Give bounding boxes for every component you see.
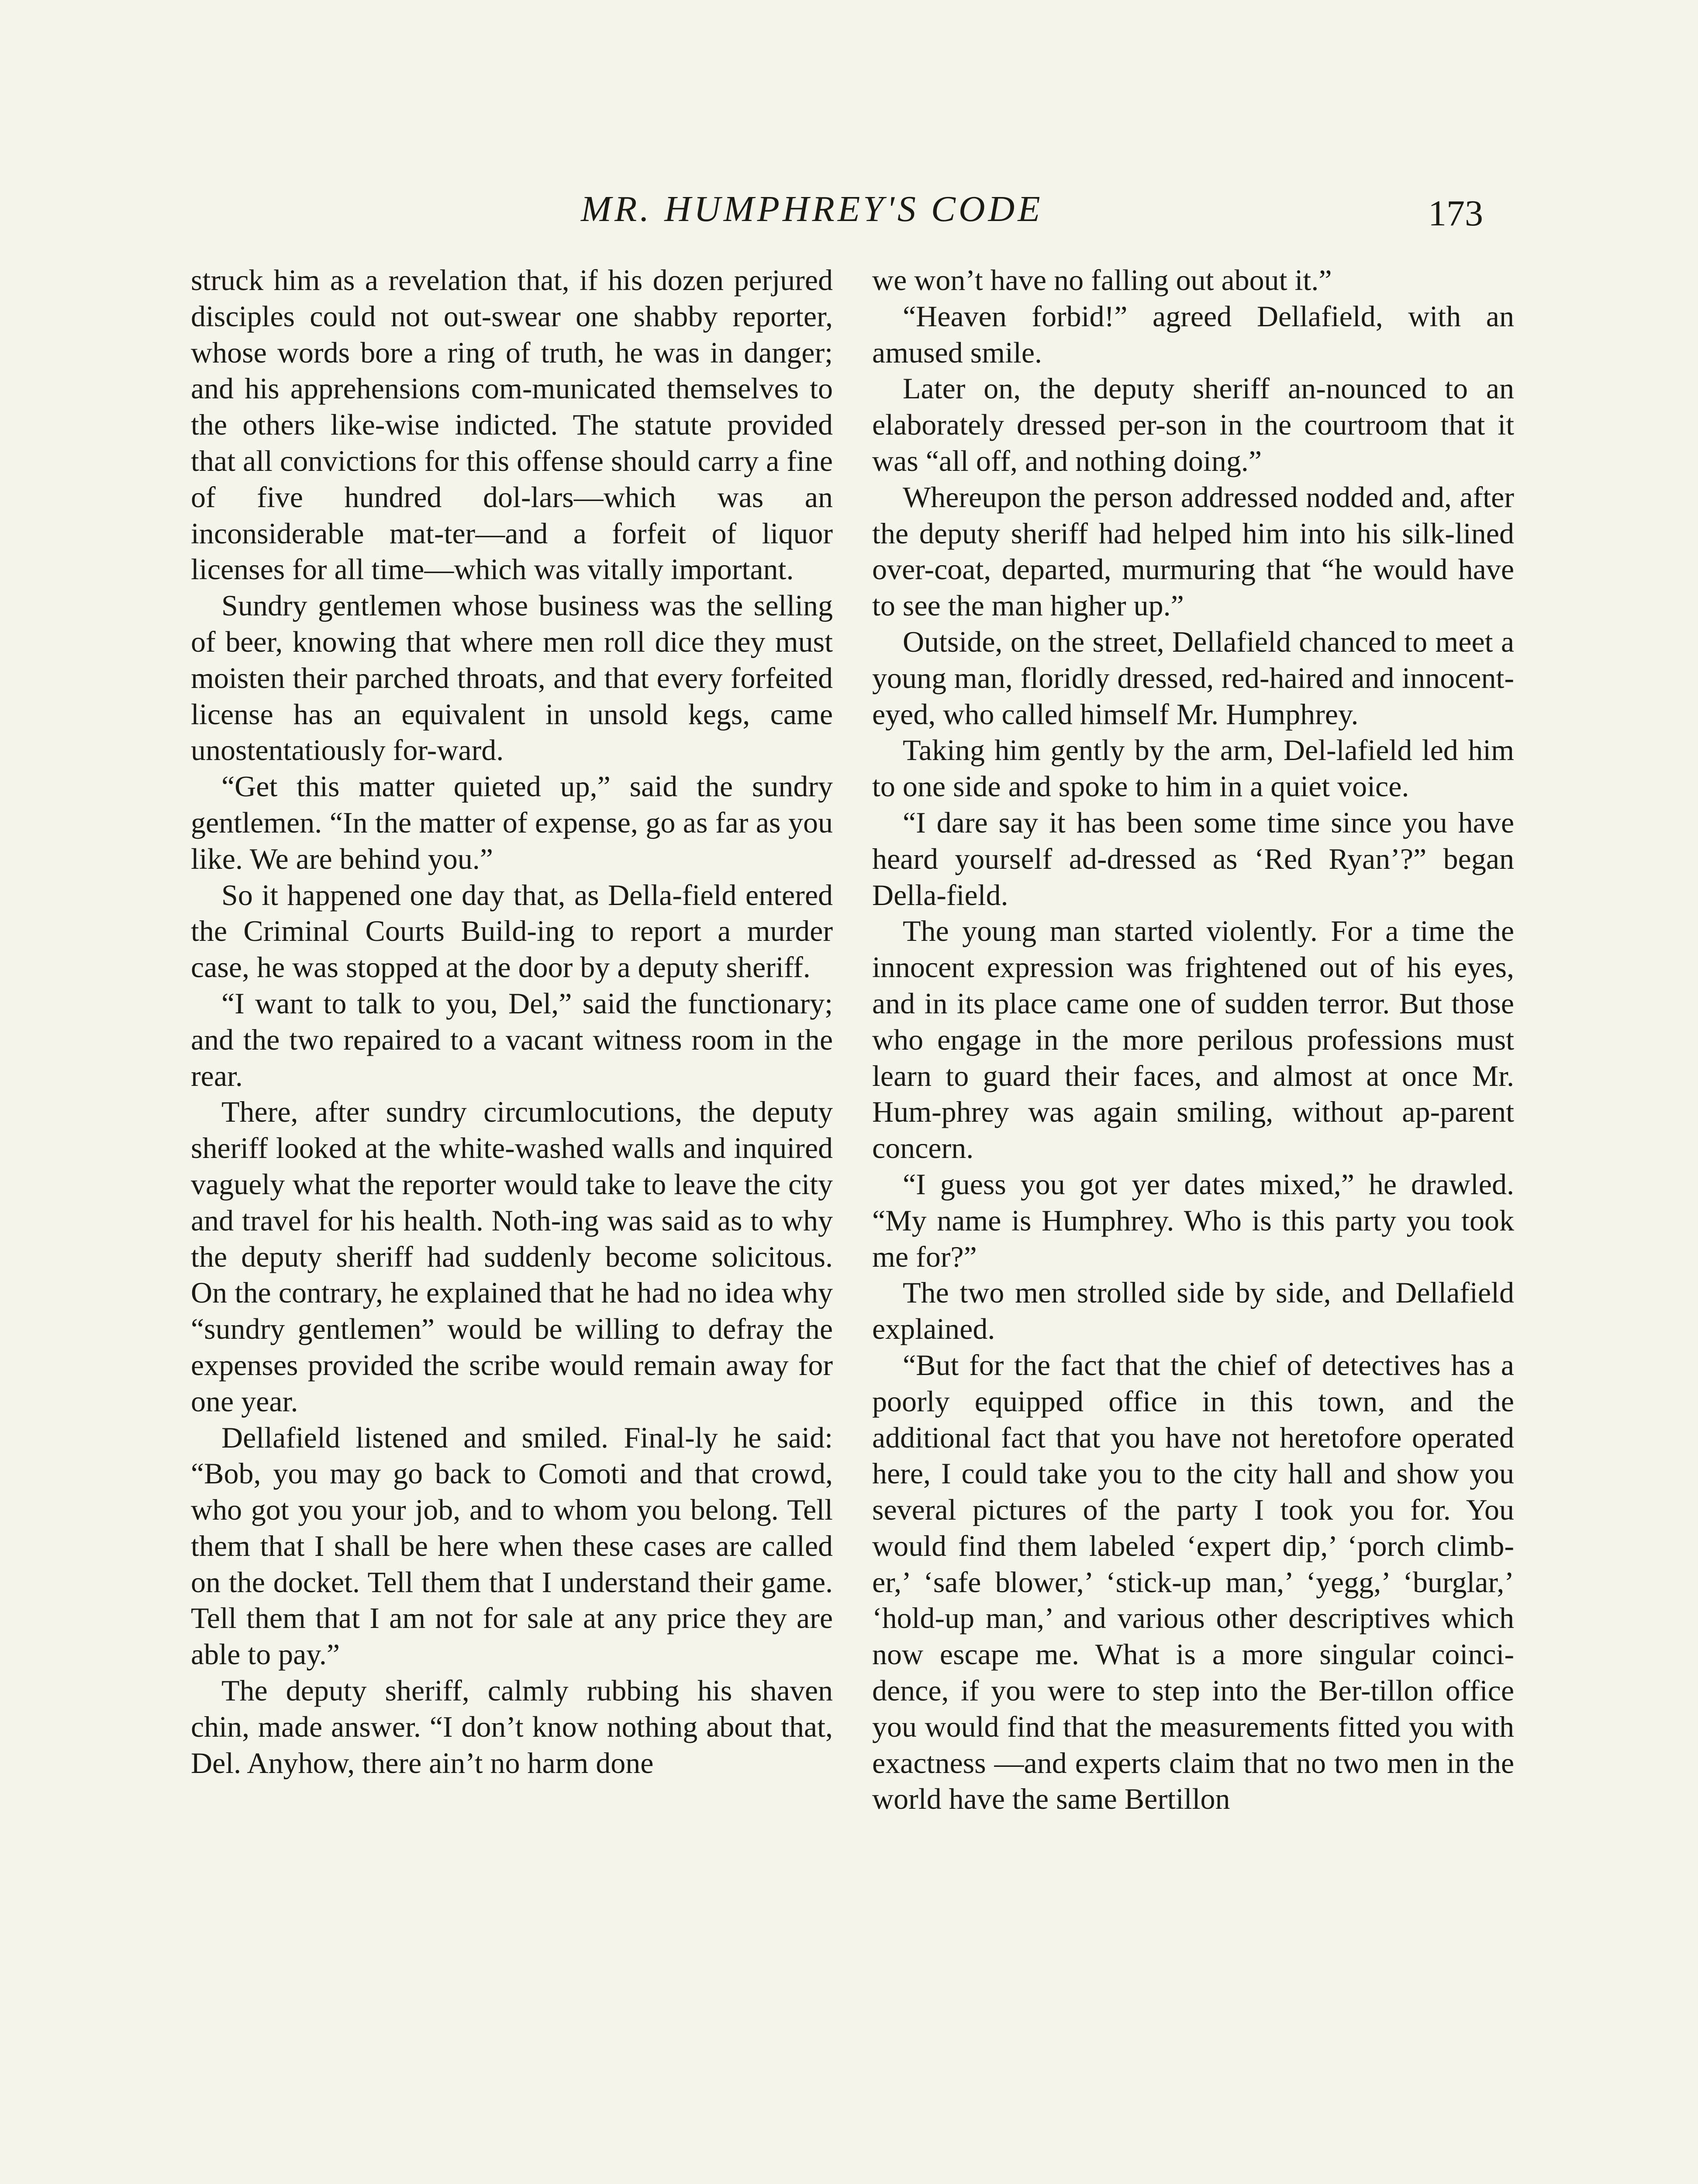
- paragraph: we won’t have no falling out about it.”: [872, 263, 1332, 297]
- paragraph: Whereupon the person addressed nodded and, after the deputy sheriff had helped him into his silk-lined over-coat, departed, murmuring that “he would have to see the man higher up.”: [872, 480, 1514, 622]
- page-number: 173: [1428, 193, 1483, 234]
- paragraph: Taking him gently by the arm, Del-lafield led him to one side and spoke to him in a quiet voice.: [872, 733, 1514, 803]
- paragraph: Sundry gentlemen whose business was the selling of beer, knowing that where men roll dice they must moisten their parched throats, and that every forfeited license has an equivalent in unsold kegs, came unostentatiously for-ward.: [191, 589, 833, 767]
- running-title: MR. HUMPHREY'S CODE: [581, 189, 1043, 229]
- paragraph: “I guess you got yer dates mixed,” he drawled. “My name is Humphrey. Who is this party you took me for?”: [872, 1167, 1514, 1273]
- paragraph: There, after sundry circumlocutions, the deputy sheriff looked at the white-washed walls and inquired vaguely what the reporter would take to leave the city and travel for his health. Noth-ing was said as to why the deputy sheriff had suddenly become solicitous. On the contrary, he explained that he had no idea why “sundry gentlemen” would be willing to defray the expenses provided the scribe would remain away for one year.: [191, 1095, 833, 1418]
- paragraph: Dellafield listened and smiled. Final-ly he said: “Bob, you may go back to Comoti and that crowd, who got you your job, and to whom you belong. Tell them that I shall be here when these cases are called on the docket. Tell them that I understand their game. Tell them that I am not for sale at any price they are able to pay.”: [191, 1420, 833, 1671]
- paragraph: “Get this matter quieted up,” said the sundry gentlemen. “In the matter of expense, go as far as you like. We are behind you.”: [191, 770, 833, 875]
- paragraph: “I dare say it has been some time since you have heard yourself ad-dressed as ‘Red Ryan’?” began Della-field.: [872, 805, 1514, 912]
- paragraph: So it happened one day that, as Della-field entered the Criminal Courts Build-ing to report a murder case, he was stopped at the door by a deputy sheriff.: [191, 878, 833, 984]
- paragraph: “I want to talk to you, Del,” said the functionary; and the two repaired to a vacant witness room in the rear.: [191, 986, 833, 1092]
- paragraph: Outside, on the street, Dellafield chanced to meet a young man, floridly dressed, red-haired and innocent-eyed, who called himself Mr. Humphrey.: [872, 625, 1514, 731]
- paragraph: “Heaven forbid!” agreed Dellafield, with an amused smile.: [872, 299, 1514, 369]
- paragraph: “But for the fact that the chief of detectives has a poorly equipped office in this town, and the additional fact that you have not heretofore operated here, I could take you to the city hall and show you several pictures of the party I took you for. You would find them labeled ‘expert dip,’ ‘porch climb-er,’ ‘safe blower,’ ‘stick-up man,’ ‘yegg,’ ‘burglar,’ ‘hold-up man,’ and various other descriptives which now escape me. What is a more singular coinci-dence, if you were to step into the Ber-tillon office you would find that the measurements fitted you with exactness —and experts claim that no two men in the world have the same Bertillon: [872, 1348, 1514, 1816]
- paragraph: The young man started violently. For a time the innocent expression was frightened out of his eyes, and in its place came one of sudden terror. But those who engage in the more perilous professions must learn to guard their faces, and almost at once Mr. Hum-phrey was again smiling, without ap-parent concern.: [872, 914, 1514, 1165]
- right-column: [872, 262, 1514, 1817]
- paragraph: The deputy sheriff, calmly rubbing his shaven chin, made answer. “I don’t know nothing about that, Del. Anyhow, there ain’t no harm done: [191, 1674, 833, 1780]
- paragraph: The two men strolled side by side, and Dellafield explained.: [872, 1276, 1514, 1346]
- paragraph: Later on, the deputy sheriff an-nounced to an elaborately dressed per-son in the courtroom that it was “all off, and nothing doing.”: [872, 372, 1514, 477]
- paragraph: struck him as a revelation that, if his dozen perjured disciples could not out-swear one shabby reporter, whose words bore a ring of truth, he was in danger; and his apprehensions com-municated themselves to the others like-wise indicted. The statute provided that all convictions for this offense should carry a fine of five hundred dol-lars—which was an inconsiderable mat-ter—and a forfeit of liquor licenses for all time—which was vitally important.: [191, 263, 833, 586]
- left-column: [191, 262, 833, 1781]
